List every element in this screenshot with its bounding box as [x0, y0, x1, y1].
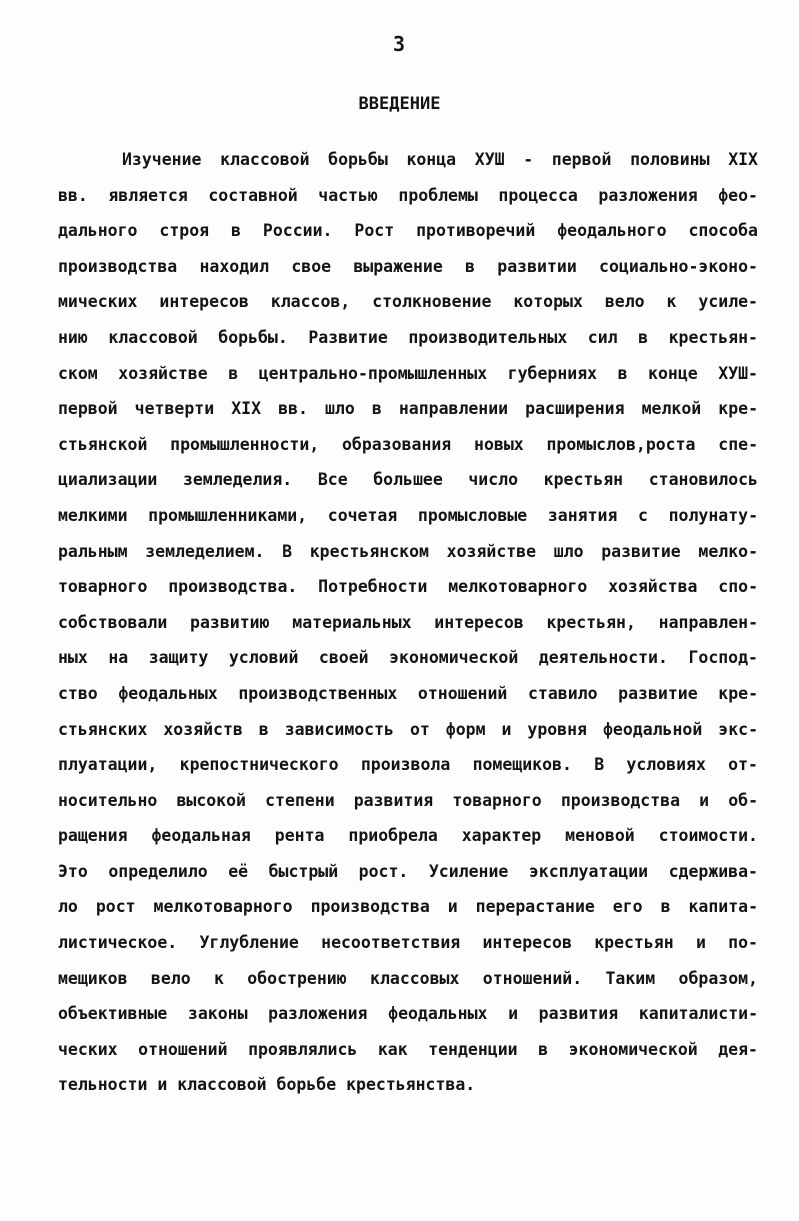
- text-line: листическое. Углубление несоответствия интересов крестьян и по-: [58, 933, 758, 953]
- text-line: ческих отношений проявлялись как тенденции в экономической дея-: [58, 1039, 758, 1059]
- text-line: плуатации, крепостнического произвола помещиков. В условиях от-: [58, 755, 758, 775]
- text-line: мещиков вело к обострению классовых отношений. Таким образом,: [58, 968, 758, 988]
- text-line: товарного производства. Потребности мелкотоварного хозяйства спо-: [58, 577, 758, 597]
- text-line: ском хозяйстве в центрально-промышленных губерниях в конце ХУШ-: [58, 363, 758, 383]
- text-line: носительно высокой степени развития товарного производства и об-: [58, 790, 758, 810]
- text-line: ных на защиту условий своей экономической деятельности. Господ-: [58, 648, 758, 668]
- body-paragraph: [58, 148, 758, 1109]
- text-line: Изучение классовой борьбы конца ХУШ - первой половины XIX: [122, 150, 758, 169]
- text-line: стьянской промышленности, образования новых промыслов,роста спе-: [58, 434, 758, 454]
- section-heading: ВВЕДЕНИЕ: [358, 94, 441, 114]
- text-line: ло рост мелкотоварного производства и перерастание его в капита-: [58, 897, 758, 917]
- text-line: дального строя в России. Рост противоречий феодального способа: [58, 221, 758, 241]
- text-line: вв. является составной частью проблемы процесса разложения фео-: [58, 185, 758, 205]
- text-line: мических интересов классов, столкновение которых вело к усиле-: [58, 292, 758, 312]
- text-line: ральным земледелием. В крестьянском хозяйстве шло развитие мелко-: [58, 541, 758, 561]
- page-number: 3: [392, 32, 407, 56]
- text-line: ращения феодальная рента приобрела характер меновой стоимости.: [58, 826, 758, 846]
- text-line: нию классовой борьбы. Развитие производительных сил в крестьян-: [58, 327, 758, 347]
- text-line: первой четверти XIX вв. шло в направлении расширения мелкой кре-: [58, 399, 758, 419]
- text-line: объективные законы разложения феодальных и развития капиталисти-: [58, 1004, 758, 1024]
- text-line: собствовали развитию материальных интересов крестьян, направлен-: [58, 612, 758, 632]
- text-line: мелкими промышленниками, сочетая промысловые занятия с полунату-: [58, 505, 758, 525]
- text-line: тельности и классовой борьбе крестьянства.: [58, 1075, 476, 1095]
- text-line: стьянских хозяйств в зависимость от форм и уровня феодальной экс-: [58, 719, 758, 739]
- text-line: Это определило её быстрый рост. Усиление эксплуатации сдержива-: [58, 861, 758, 881]
- text-line: производства находил свое выражение в развитии социально-эконо-: [58, 256, 758, 276]
- text-line: ство феодальных производственных отношений ставило развитие кре-: [58, 683, 758, 703]
- text-line: циализации земледелия. Все большее число крестьян становилось: [58, 470, 758, 490]
